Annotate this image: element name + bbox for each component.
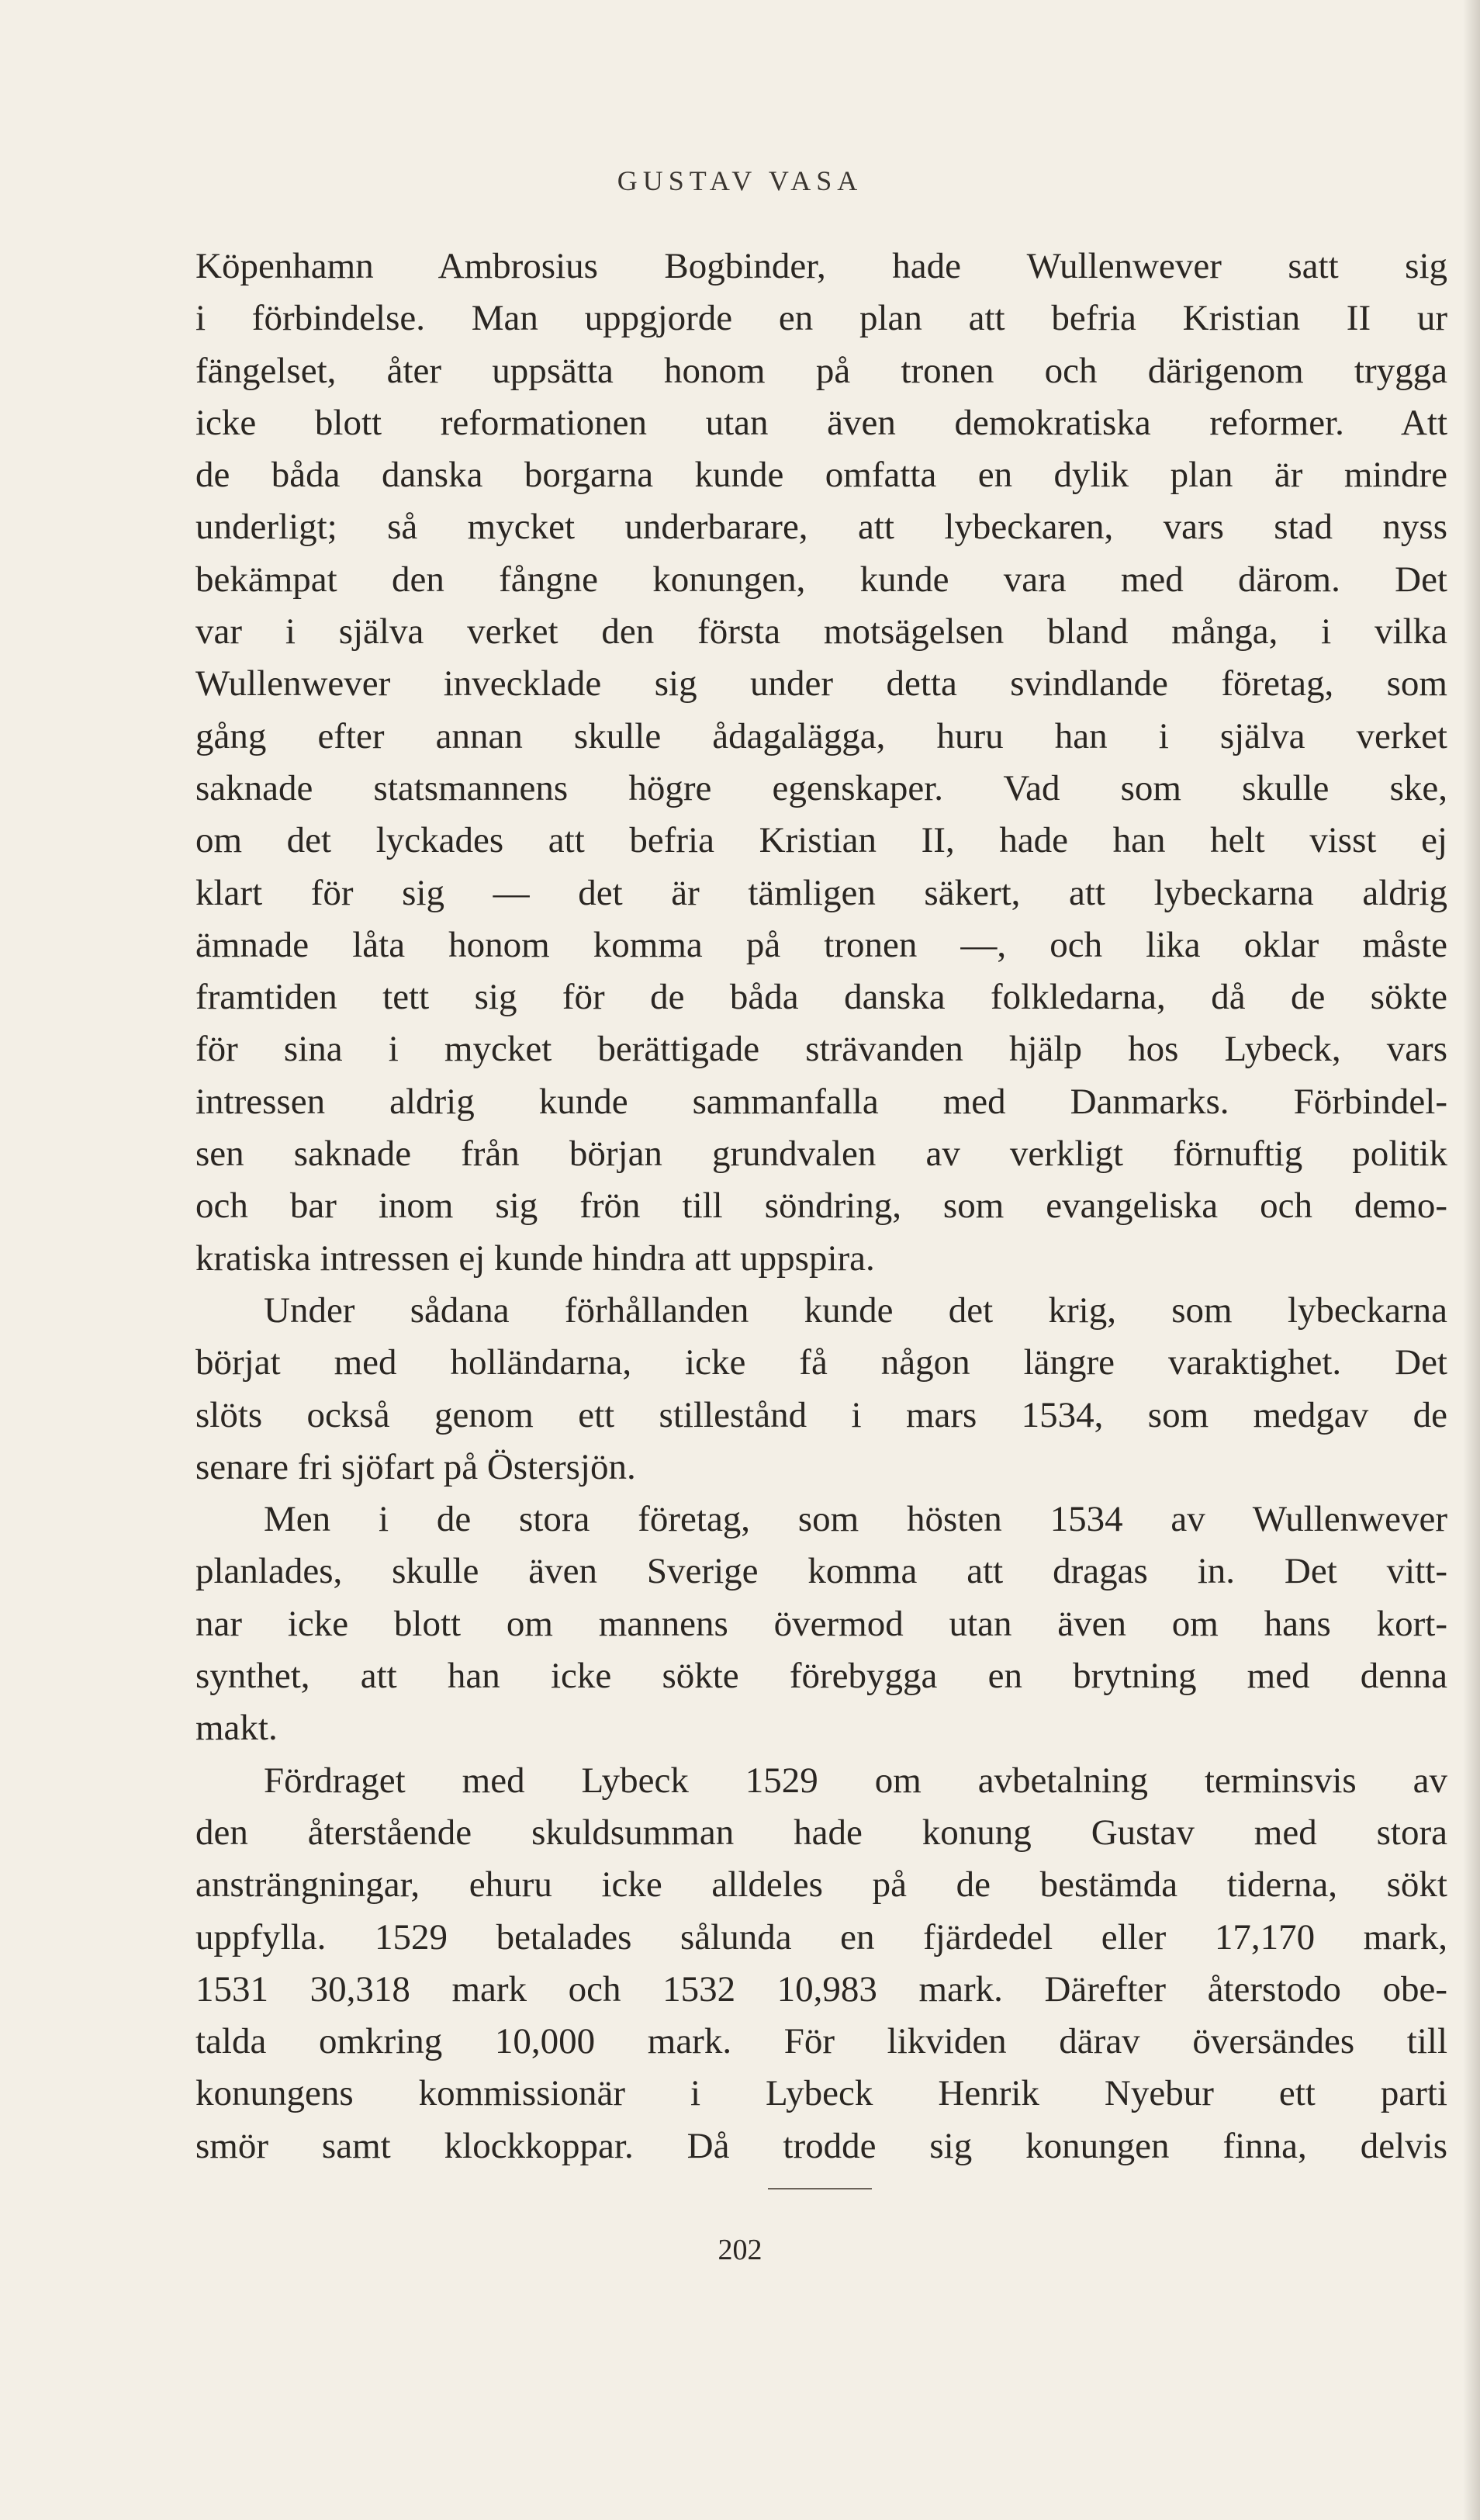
text-line: konungens kommissionär i Lybeck Henrik Nyebur ett parti [195, 2073, 1447, 2114]
text-line: bekämpat den fångne konungen, kunde vara med därom. Det [195, 559, 1447, 600]
text-line: var i själva verket den första motsägelsen bland många, i vilka [195, 611, 1447, 652]
folio-rule [768, 2188, 872, 2189]
text-line: ämnade låta honom komma på tronen —, och lika oklar måste [195, 924, 1447, 965]
text-line: talda omkring 10,000 mark. För likviden därav översändes till [195, 2021, 1447, 2062]
text-line: sen saknade från början grundvalen av verkligt förnuftig politik [195, 1134, 1447, 1175]
text-line: börjat med holländarna, icke få någon längre varaktighet. Det [195, 1342, 1447, 1383]
text-line: Köpenhamn Ambrosius Bogbinder, hade Wullenwever satt sig [195, 246, 1447, 286]
text-line: Under sådana förhållanden kunde det krig, som lybeckarna [264, 1289, 1447, 1331]
running-head: GUSTAV VASA [617, 165, 863, 196]
text-line: synthet, att han icke sökte förebygga en brytning med denna [195, 1656, 1447, 1697]
text-line: icke blott reformationen utan även demokratiska reformer. Att [195, 402, 1447, 443]
text-line: den återstående skuldsumman hade konung Gustav med stora [195, 1812, 1447, 1853]
text-line: Wullenwever invecklade sig under detta svindlande företag, som [195, 663, 1447, 704]
text-line: saknade statsmannens högre egenskaper. Vad som skulle ske, [195, 767, 1447, 808]
text-line: framtiden tett sig för de båda danska folkledarna, då de sökte [195, 977, 1447, 1018]
body-text [195, 241, 1447, 2172]
text-line: fängelset, åter uppsätta honom på tronen och därigenom trygga [195, 350, 1447, 391]
text-line: Fördraget med Lybeck 1529 om avbetalning terminsvis av [264, 1760, 1447, 1801]
text-line: om det lyckades att befria Kristian II, hade han helt visst ej [195, 820, 1447, 861]
text-line: 1531 30,318 mark och 1532 10,983 mark. Därefter återstodo obe- [195, 1968, 1447, 2009]
text-line: uppfylla. 1529 betalades sålunda en fjärdedel eller 17,170 mark, [195, 1916, 1447, 1958]
text-line: nar icke blott om mannens övermod utan även om hans kort- [195, 1603, 1447, 1644]
text-line: gång efter annan skulle ådagalägga, huru han i själva verket [195, 715, 1447, 756]
text-line: klart för sig — det är tämligen säkert, att lybeckarna aldrig [195, 872, 1447, 913]
text-line: Men i de stora företag, som hösten 1534 av Wullenwever [264, 1499, 1447, 1540]
page-number: 202 [718, 2234, 762, 2266]
text-line: ansträngningar, ehuru icke alldeles på de bestämda tiderna, sökt [195, 1864, 1447, 1906]
text-line: smör samt klockkoppar. Då trodde sig konungen finna, delvis [195, 2125, 1447, 2166]
text-line: slöts också genom ett stillestånd i mars 1534, som medgav de [195, 1394, 1447, 1435]
text-line: för sina i mycket berättigade strävanden hjälp hos Lybeck, vars [195, 1029, 1447, 1070]
text-line: planlades, skulle även Sverige komma att dragas in. Det vitt- [195, 1551, 1447, 1592]
text-line: kratiska intressen ej kunde hindra att uppspira. [195, 1238, 875, 1279]
text-line: senare fri sjöfart på Östersjön. [195, 1446, 636, 1487]
page-edge-shadow [1463, 0, 1480, 2520]
text-line: och bar inom sig frön till söndring, som evangeliska och demo- [195, 1186, 1447, 1227]
text-line: intressen aldrig kunde sammanfalla med Danmarks. Förbindel- [195, 1081, 1447, 1122]
text-line: de båda danska borgarna kunde omfatta en dylik plan är mindre [195, 455, 1447, 496]
text-line: underligt; så mycket underbarare, att lybeckaren, vars stad nyss [195, 507, 1447, 548]
text-line: i förbindelse. Man uppgjorde en plan att befria Kristian II ur [195, 298, 1447, 339]
text-line: makt. [195, 1708, 278, 1749]
